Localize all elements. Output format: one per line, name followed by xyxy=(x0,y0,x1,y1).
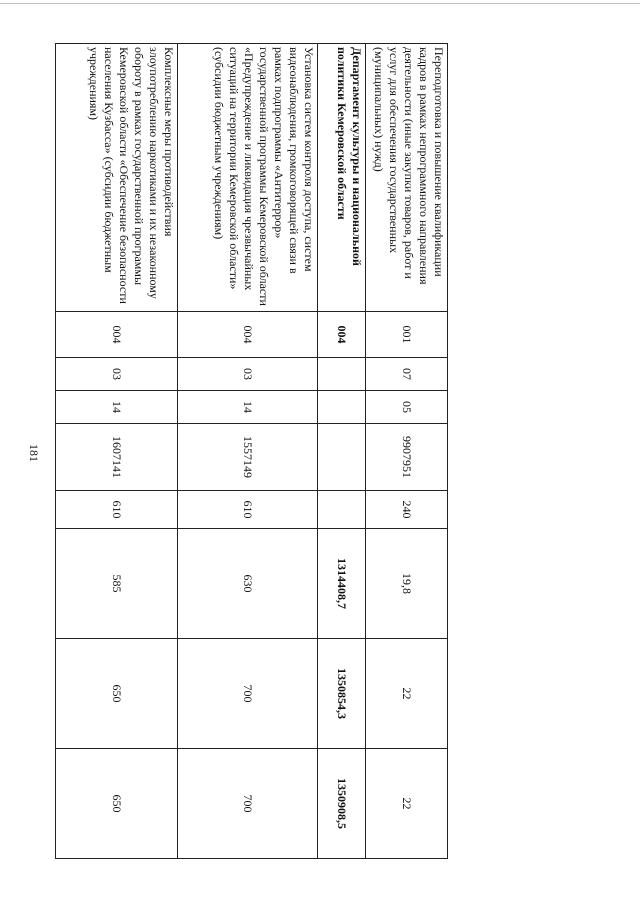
ministry-code-cell: 001 xyxy=(366,312,448,358)
expense-type-cell: 610 xyxy=(56,491,178,529)
expense-type-cell xyxy=(318,491,366,529)
section-cell: 03 xyxy=(56,358,178,391)
subsection-cell: 14 xyxy=(178,391,318,424)
rotated-table-container xyxy=(56,43,448,858)
table-row xyxy=(318,44,366,859)
section-cell xyxy=(318,358,366,391)
section-cell: 07 xyxy=(366,358,448,391)
ministry-code-cell: 004 xyxy=(318,312,366,358)
row-name-cell: Департамент культуры и национальной политики Кемеровской области xyxy=(318,44,366,312)
expense-type-cell: 240 xyxy=(366,491,448,529)
subsection-cell: 05 xyxy=(366,391,448,424)
year2-value-cell: 700 xyxy=(178,639,318,749)
year3-value-cell: 1350908,5 xyxy=(318,749,366,859)
target-article-cell: 9907951 xyxy=(366,424,448,491)
subsection-cell xyxy=(318,391,366,424)
ministry-code-cell: 004 xyxy=(178,312,318,358)
year1-value-cell: 630 xyxy=(178,529,318,639)
row-name-cell: Комплексные меры противодействия злоупотреблению наркотиками и их незаконному обороту в рамках государственной программы Кемеровской области «Обеспечение безопасности населения Кузбасса» (субсидии бюджетным учреждениям) xyxy=(56,44,178,312)
table-row xyxy=(56,44,178,859)
page-number: 181 xyxy=(27,444,41,462)
row-name-cell: Установка систем контроля доступа, систем видеонаблюдения, громкоговорящей связи в рамках подпрограммы «Антитеррор» государственной программы Кемеровской области «Предупреждение и ликвидация чрезвычайных ситуаций на территории Кемеровской области» (субсидии бюджетным учреждениям) xyxy=(178,44,318,312)
year1-value-cell: 1314408,7 xyxy=(318,529,366,639)
table-row xyxy=(178,44,318,859)
top-border-line xyxy=(0,3,640,4)
year3-value-cell: 650 xyxy=(56,749,178,859)
year1-value-cell: 585 xyxy=(56,529,178,639)
year2-value-cell: 650 xyxy=(56,639,178,749)
table-row xyxy=(366,44,448,859)
year2-value-cell: 1350854,3 xyxy=(318,639,366,749)
row-name-cell: Переподготовка и повышение квалификации кадров в рамках непрограммного направления деятельности (иные закупки товаров, работ и услуг для обеспечения государственных (муниципальных) нужд) xyxy=(366,44,448,312)
budget-table xyxy=(55,43,448,859)
year3-value-cell: 700 xyxy=(178,749,318,859)
section-cell: 03 xyxy=(178,358,318,391)
target-article-cell xyxy=(318,424,366,491)
year1-value-cell: 19,8 xyxy=(366,529,448,639)
target-article-cell: 1607141 xyxy=(56,424,178,491)
subsection-cell: 14 xyxy=(56,391,178,424)
expense-type-cell: 610 xyxy=(178,491,318,529)
year2-value-cell: 22 xyxy=(366,639,448,749)
year3-value-cell: 22 xyxy=(366,749,448,859)
target-article-cell: 1557149 xyxy=(178,424,318,491)
ministry-code-cell: 004 xyxy=(56,312,178,358)
